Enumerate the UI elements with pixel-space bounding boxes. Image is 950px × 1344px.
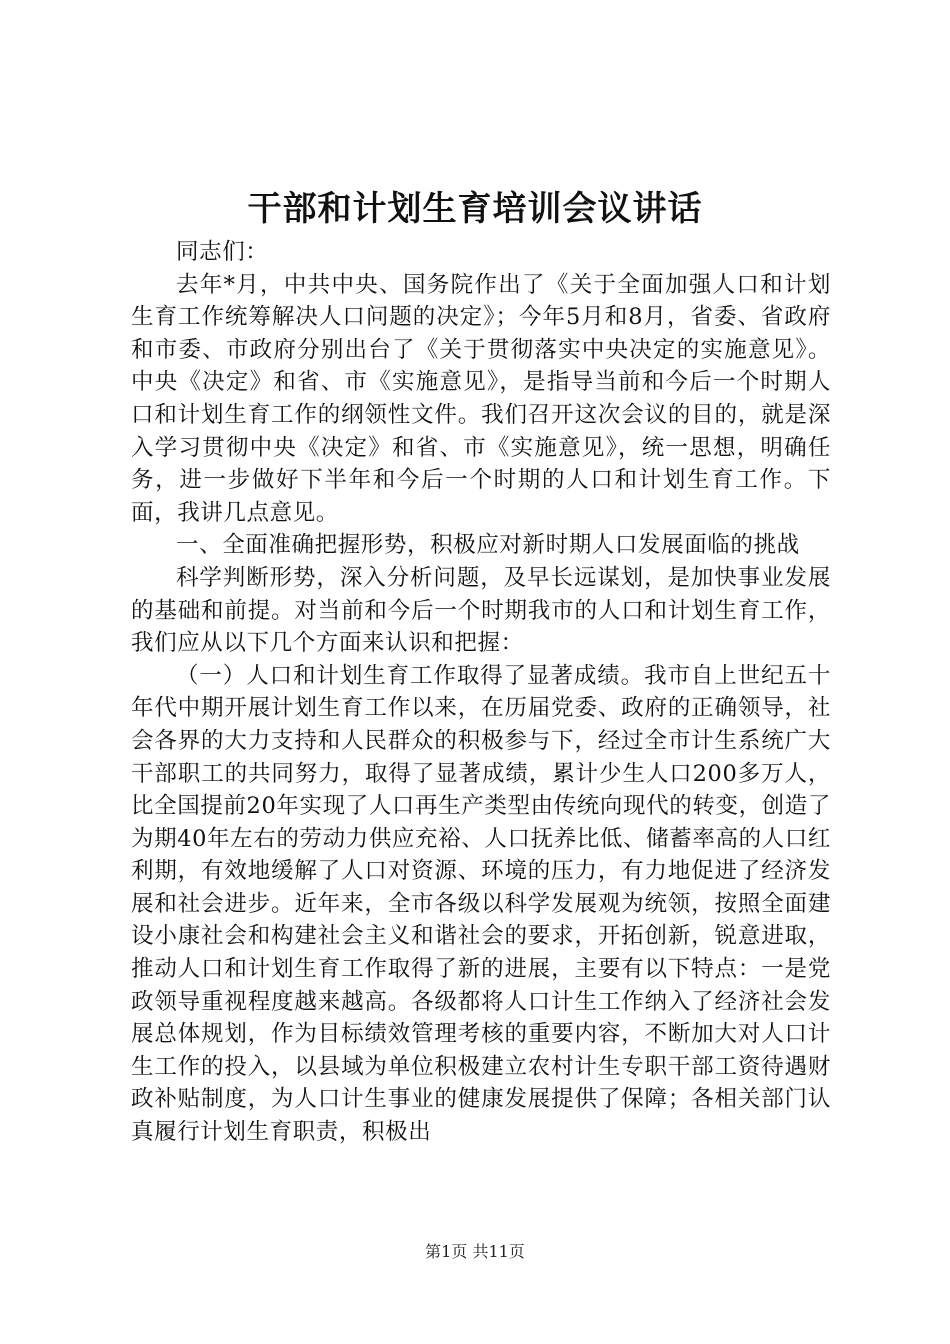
section-heading-1: 一、全面准确把握形势，积极应对新时期人口发展面临的挑战 [176, 532, 800, 559]
paragraph-intro: 去年*月，中共中央、国务院作出了《关于全面加强人口和计划生育工作统筹解决人口问题的决定》；今年5月和8月，省委、省政府和市委、市政府分别出台了《关于贯彻落实中央决定的实施意见》。中央《决定》和省、市《实施意见》，是指导当前和今后一个时期人口和计划生育工作的纲领性文件。我们召开这次会议的目的，就是深入学习贯彻中央《决定》和省、市《实施意见》，统一思想，明确任务，进一步做好下半年和今后一个时期的人口和计划生育工作。下面，我讲几点意见。 [131, 271, 831, 526]
page-number-footer: 第1页 共11页 [425, 1242, 525, 1261]
document-title: 干部和计划生育培训会议讲话 [247, 189, 703, 229]
paragraph-subsection-1: （一）人口和计划生育工作取得了显著成绩。我市自上世纪五十年代中期开展计划生育工作以来，在历届党委、政府的正确领导，社会各界的大力支持和人民群众的积极参与下，经过全市计生系统广大干部职工的共同努力，取得了显著成绩，累计少生人口200多万人，比全国提前20年实现了人口再生产类型由传统向现代的转变，创造了为期40年左右的劳动力供应充裕、人口抚养比低、储蓄率高的人口红利期，有效地缓解了人口对资源、环境的压力，有力地促进了经济发展和社会进步。近年来，全市各级以科学发展观为统领，按照全面建设小康社会和构建社会主义和谐社会的要求，开拓创新，锐意进取，推动人口和计划生育工作取得了新的进展，主要有以下特点：一是党政领导重视程度越来越高。各级都将人口计生工作纳入了经济社会发展总体规划，作为目标绩效管理考核的重要内容，不断加大对人口计生工作的投入，以县域为单位积极建立农村计生专职干部工资待遇财政补贴制度，为人口计生事业的健康发展提供了保障；各相关部门认真履行计划生育职责，积极出 [131, 662, 831, 1146]
paragraph-section-1: 科学判断形势，深入分析问题，及早长远谋划，是加快事业发展的基础和前提。对当前和今后一个时期我市的人口和计划生育工作，我们应从以下几个方面来认识和把握： [131, 564, 831, 657]
document-body [131, 236, 831, 1149]
salutation: 同志们： [176, 239, 269, 265]
